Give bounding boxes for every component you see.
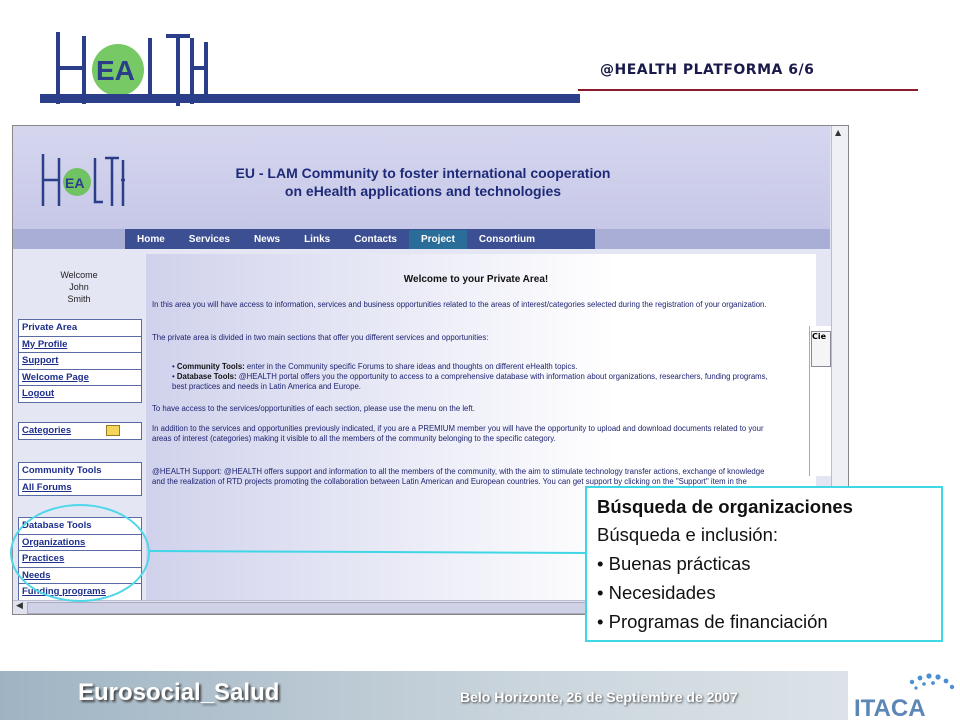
community-tools-menu: [18, 462, 142, 496]
svg-text:EA: EA: [65, 175, 85, 191]
bullet-community-tools-label: Community Tools:: [176, 362, 245, 371]
intro-paragraph: In this area you will have access to information, services and business opportunities related to the areas of interest/categories selected during the registration of your organization.: [152, 300, 767, 309]
header-rule-red: [578, 89, 918, 91]
sidebar-item-database-tools: Database Tools: [19, 518, 141, 535]
nav-contacts[interactable]: Contacts: [354, 233, 397, 245]
categories-menu: [18, 422, 142, 440]
support-paragraph: @HEALTH Support: @HEALTH offers support and information to all the members of the community, with the aim to stimulate technology transfer actions, exchange of knowledge and the realization of RTD projects promoting the collaboration between Latin American and European countries. You can get support by clicking on the "Support" item in the: [152, 467, 765, 486]
itaca-logo: [850, 668, 960, 720]
highlight-ellipse: [10, 504, 150, 602]
content-title: Welcome to your Private Area!: [403, 274, 549, 285]
access-paragraph: To have access to the services/opportunities of each section, please use the menu on the left.: [152, 404, 475, 413]
scroll-left-icon[interactable]: ◀: [16, 601, 23, 611]
sidebar-item-needs[interactable]: Needs: [19, 568, 141, 585]
sidebar-item-private-area: Private Area: [19, 320, 141, 337]
footer-brand: Eurosocial_Salud: [78, 679, 280, 706]
sidebar-item-funding-programs[interactable]: Funding programs: [22, 586, 106, 597]
nav-home[interactable]: Home: [137, 233, 165, 245]
sidebar-item-support[interactable]: Support: [19, 353, 141, 370]
welcome-block: [13, 269, 145, 305]
callout-line-needs: • Necesidades: [597, 582, 716, 603]
callout-line-practices: • Buenas prácticas: [597, 553, 751, 574]
site-header: [13, 126, 830, 229]
callout-title: Búsqueda de organizaciones: [597, 496, 853, 517]
scroll-up-icon[interactable]: ▲: [835, 128, 842, 137]
bullet-community-tools-text: enter in the Community specific Forums to share ideas and thoughts on different eHealth topics.: [244, 362, 578, 371]
welcome-label: Welcome: [60, 270, 98, 280]
nav-news[interactable]: News: [253, 233, 281, 245]
nav-consortium[interactable]: Consortium: [478, 233, 536, 245]
nav-services[interactable]: Services: [188, 233, 230, 245]
callout-line-search: Búsqueda e inclusión:: [597, 524, 779, 545]
slide-title: @HEALTH PLATFORMA 6/6: [600, 62, 815, 78]
user-last-name: Smith: [67, 294, 91, 304]
header-rule-blue: [40, 94, 580, 103]
sections-paragraph: The private area is divided in two main sections that offer you different services and opportunities:: [152, 333, 489, 342]
sidebar-item-organizations[interactable]: Organizations: [19, 535, 141, 552]
sidebar-item-categories-label: Categories: [22, 425, 72, 436]
callout-line-funding: • Programas de financiación: [597, 611, 828, 632]
nav-project[interactable]: Project: [409, 230, 467, 249]
nav-menu: [125, 229, 595, 249]
sidebar-item-all-forums[interactable]: All Forums: [22, 481, 72, 493]
callout-connector-line: [150, 550, 590, 554]
nav-links[interactable]: Links: [304, 233, 331, 245]
sidebar-item-welcome-page[interactable]: Welcome Page: [19, 370, 141, 387]
footer-place-date: Belo Horizonte, 26 de Septiembre de 2007: [460, 689, 738, 705]
svg-text:EA: EA: [96, 55, 135, 86]
bullet-database-tools-text: @HEALTH portal offers you the opportunity to access to a comprehensive database with information about organizations, researchers, funding programs, best practices and needs in Latin America and Europe.: [172, 372, 768, 391]
bullet-community-tools: • Community Tools: enter in the Community specific Forums to share ideas and thoughts on different eHealth topics.: [172, 362, 578, 371]
user-first-name: John: [69, 282, 89, 292]
sidebar-item-categories[interactable]: [19, 423, 141, 439]
sidebar-item-practices[interactable]: Practices: [19, 551, 141, 568]
itaca-logo-text: ITACA: [854, 695, 926, 720]
site-logo: [37, 150, 127, 210]
site-tagline-line-1: EU - LAM Community to foster international cooperation: [235, 165, 611, 181]
bullet-database-tools-label: Database Tools:: [176, 372, 237, 381]
sidebar-item-community-tools: Community Tools: [19, 463, 141, 480]
premium-paragraph: In addition to the services and opportunities previously indicated, if you are a PREMIUM member you will have the opportunity to upload and download documents related to your areas of interest (categories) making it visible to all the members of the community belonging to the specific category.: [152, 424, 764, 443]
sidebar-item-my-profile[interactable]: My Profile: [19, 337, 141, 354]
ad-banner[interactable]: Cie: [811, 331, 831, 367]
folder-icon: [106, 425, 120, 436]
sidebar-item-logout[interactable]: Logout: [22, 388, 55, 399]
site-tagline-line-2: on eHealth applications and technologies: [284, 183, 562, 199]
bullet-database-tools: • Database Tools: @HEALTH portal offers you the opportunity to access to a comprehensive database with information about organizations, researchers, funding programs, best practices and needs in Latin America and Europe.: [172, 372, 768, 391]
private-area-menu: [18, 319, 142, 403]
nav-bar: [13, 229, 830, 249]
callout-box: [585, 486, 943, 642]
site-tagline: [173, 164, 673, 200]
